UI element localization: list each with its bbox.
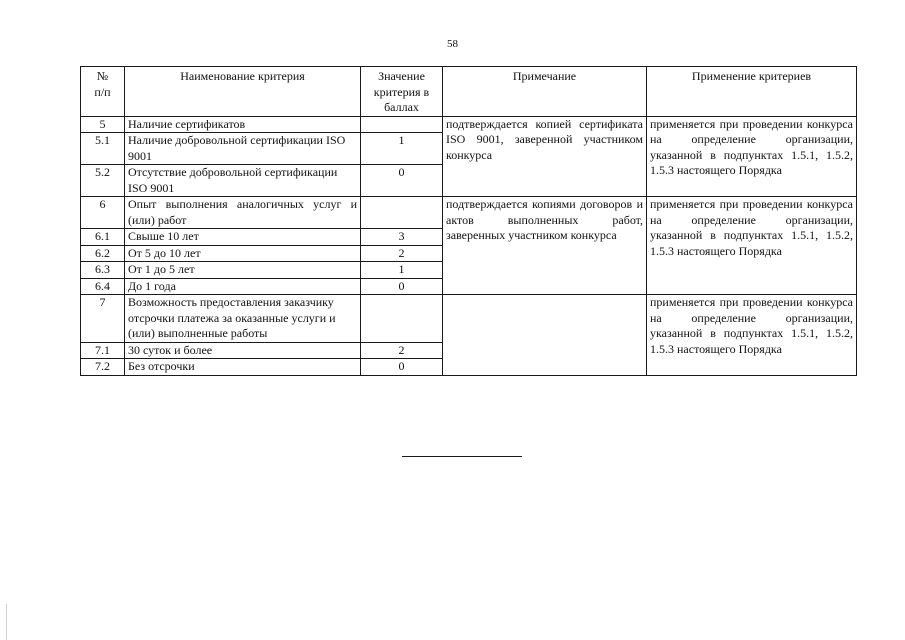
criterion-points: 3 <box>361 229 443 246</box>
criterion-points: 1 <box>361 133 443 165</box>
criterion-application: применяется при проведении конкурса на определение организации, указанной в подпунктах 1.5.1, 1.5.2, 1.5.3 настоящего Порядка <box>647 295 857 376</box>
criterion-name: Без отсрочки <box>125 359 361 376</box>
criterion-application: применяется при проведении конкурса на определение организации, указанной в подпунктах 1.5.1, 1.5.2, 1.5.3 настоящего Порядка <box>647 116 857 197</box>
header-application: Применение критериев <box>647 67 857 117</box>
criterion-points: 2 <box>361 342 443 359</box>
criterion-num: 6.4 <box>81 278 125 295</box>
criterion-points: 0 <box>361 359 443 376</box>
criterion-note <box>443 295 647 376</box>
criterion-note: подтверждается копиями договоров и актов выполненных работ, заверенных участником конкурса <box>443 197 647 295</box>
criterion-note: подтверждается копией сертификата ISO 9001, заверенной участником конкурса <box>443 116 647 197</box>
criterion-name: Возможность предоставления заказчику отсрочки платежа за оказанные услуги и (или) выполненные работы <box>125 295 361 343</box>
criterion-name: Наличие добровольной сертификации ISO 9001 <box>125 133 361 165</box>
criterion-points <box>361 295 443 343</box>
header-note: Примечание <box>443 67 647 117</box>
criterion-application: применяется при проведении конкурса на определение организации, указанной в подпунктах 1.5.1, 1.5.2, 1.5.3 настоящего Порядка <box>647 197 857 295</box>
criterion-points <box>361 197 443 229</box>
table-row <box>81 197 857 229</box>
criterion-num: 7.2 <box>81 359 125 376</box>
page-number: 58 <box>447 38 458 50</box>
criterion-name: От 1 до 5 лет <box>125 262 361 279</box>
criterion-points <box>361 116 443 133</box>
header-name: Наименование критерия <box>125 67 361 117</box>
criterion-name: Опыт выполнения аналогичных услуг и (или) работ <box>125 197 361 229</box>
criterion-num: 6.1 <box>81 229 125 246</box>
criterion-num: 7.1 <box>81 342 125 359</box>
criterion-name: Наличие сертификатов <box>125 116 361 133</box>
header-points: Значение критерия в баллах <box>361 67 443 117</box>
criterion-num: 6.3 <box>81 262 125 279</box>
criterion-name: 30 суток и более <box>125 342 361 359</box>
criterion-points: 2 <box>361 245 443 262</box>
criterion-num: 7 <box>81 295 125 343</box>
criterion-num: 6 <box>81 197 125 229</box>
criteria-table <box>80 66 857 376</box>
header-num: № п/п <box>81 67 125 117</box>
criterion-name: Свыше 10 лет <box>125 229 361 246</box>
criterion-num: 5.1 <box>81 133 125 165</box>
margin-mark <box>6 604 7 640</box>
criterion-num: 5 <box>81 116 125 133</box>
criterion-name: От 5 до 10 лет <box>125 245 361 262</box>
footer-rule <box>402 456 522 457</box>
criterion-name: Отсутствие добровольной сертификации ISO 9001 <box>125 165 361 197</box>
criterion-num: 5.2 <box>81 165 125 197</box>
table-row <box>81 116 857 133</box>
table-row <box>81 295 857 343</box>
criterion-points: 1 <box>361 262 443 279</box>
table-header-row <box>81 67 857 117</box>
criterion-points: 0 <box>361 165 443 197</box>
criterion-points: 0 <box>361 278 443 295</box>
criterion-num: 6.2 <box>81 245 125 262</box>
criterion-name: До 1 года <box>125 278 361 295</box>
